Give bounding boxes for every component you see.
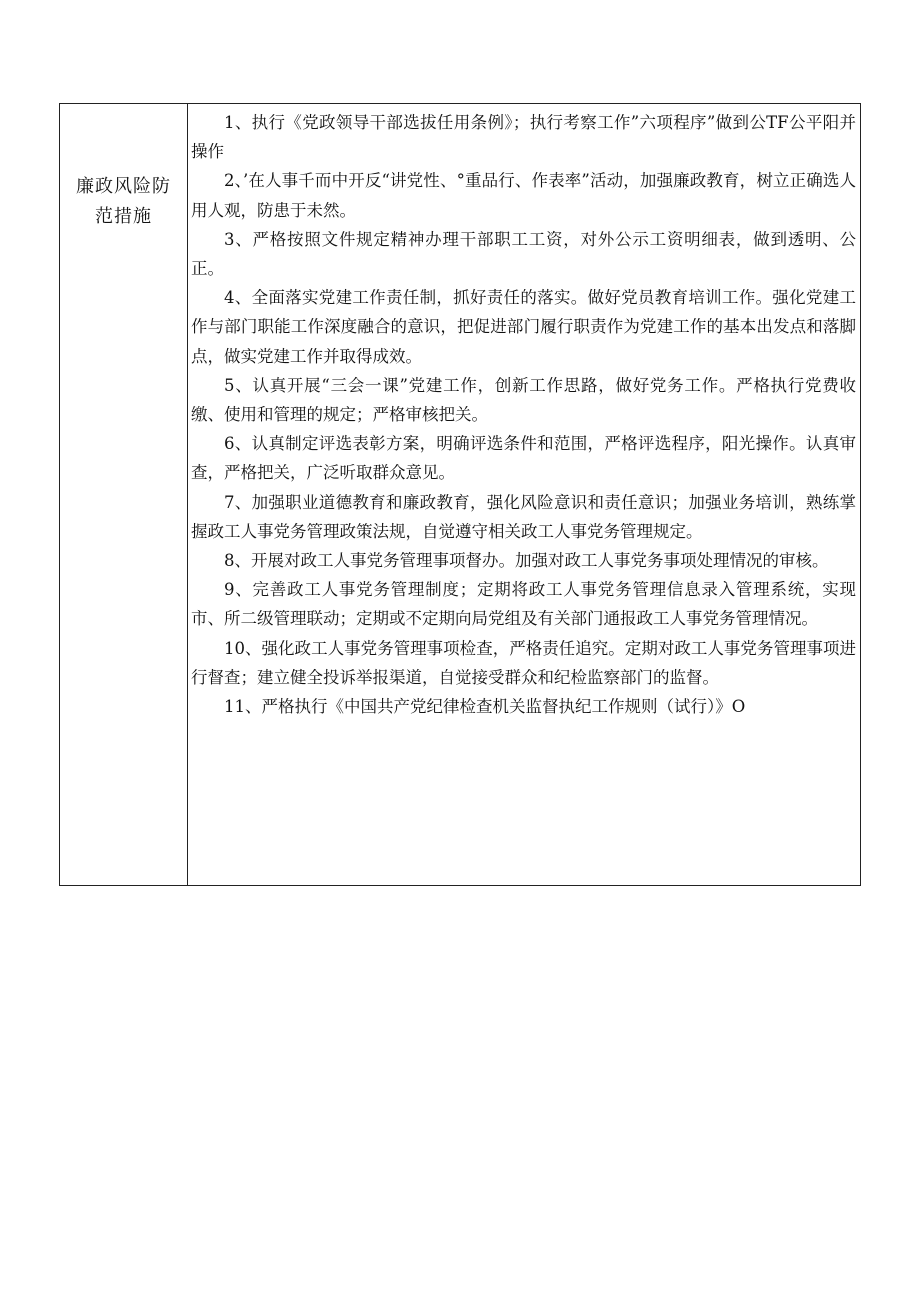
section-label-line-2: 范措施 — [95, 206, 152, 227]
measure-item-2: 2、’在人事千而中开反“讲党性、°重品行、作表率”活动，加强廉政教育，树立正确选人用人观，防患于未然。 — [191, 171, 856, 220]
measures-content-cell — [188, 104, 860, 885]
measure-item-6: 6、认真制定评选表彰方案，明确评选条件和范围，严格评选程序，阳光操作。认真审查，严格把关，广泛听取群众意见。 — [191, 434, 856, 483]
measure-item-9: 9、完善政工人事党务管理制度；定期将政工人事党务管理信息录入管理系统，实现市、所二级管理联动；定期或不定期向局党组及有关部门通报政工人事党务管理情况。 — [191, 580, 856, 629]
measure-item-10: 10、强化政工人事党务管理事项检查，严格责任追究。定期对政工人事党务管理事项进行督查；建立健全投诉举报渠道，自觉接受群众和纪检监察部门的监督。 — [191, 638, 856, 687]
measure-item-3: 3、严格按照文件规定精神办理干部职工工资，对外公示工资明细表，做到透明、公正。 — [191, 229, 856, 279]
section-label-cell — [60, 104, 188, 885]
risk-measures-table — [59, 103, 861, 886]
measure-item-5: 5、认真开展“三会一课”党建工作，创新工作思路，做好党务工作。严格执行党费收缴、使用和管理的规定；严格审核把关。 — [191, 375, 856, 425]
measure-item-8: 8、开展对政工人事党务管理事项督办。加强对政工人事党务事项处理情况的审核。 — [224, 551, 829, 571]
section-label-line-1: 廉政风险防 — [76, 176, 171, 197]
measure-item-7: 7、加强职业道德教育和廉政教育，强化风险意识和责任意识；加强业务培训，熟练掌握政工人事党务管理政策法规，自觉遵守相关政工人事党务管理规定。 — [191, 492, 856, 541]
measure-item-4: 4、全面落实党建工作责任制，抓好责任的落实。做好党员教育培训工作。强化党建工作与部门职能工作深度融合的意识，把促进部门履行职责作为党建工作的基本出发点和落脚点，做实党建工作并取得成效。 — [191, 288, 856, 366]
measure-item-11: 11、严格执行《中国共产党纪律检查机关监督执纪工作规则（试行）》O — [224, 697, 746, 717]
measure-item-1: 1、执行《党政领导干部选拔任用条例》；执行考察工作”六项程序”做到公TF公平阳并操作 — [191, 113, 856, 162]
